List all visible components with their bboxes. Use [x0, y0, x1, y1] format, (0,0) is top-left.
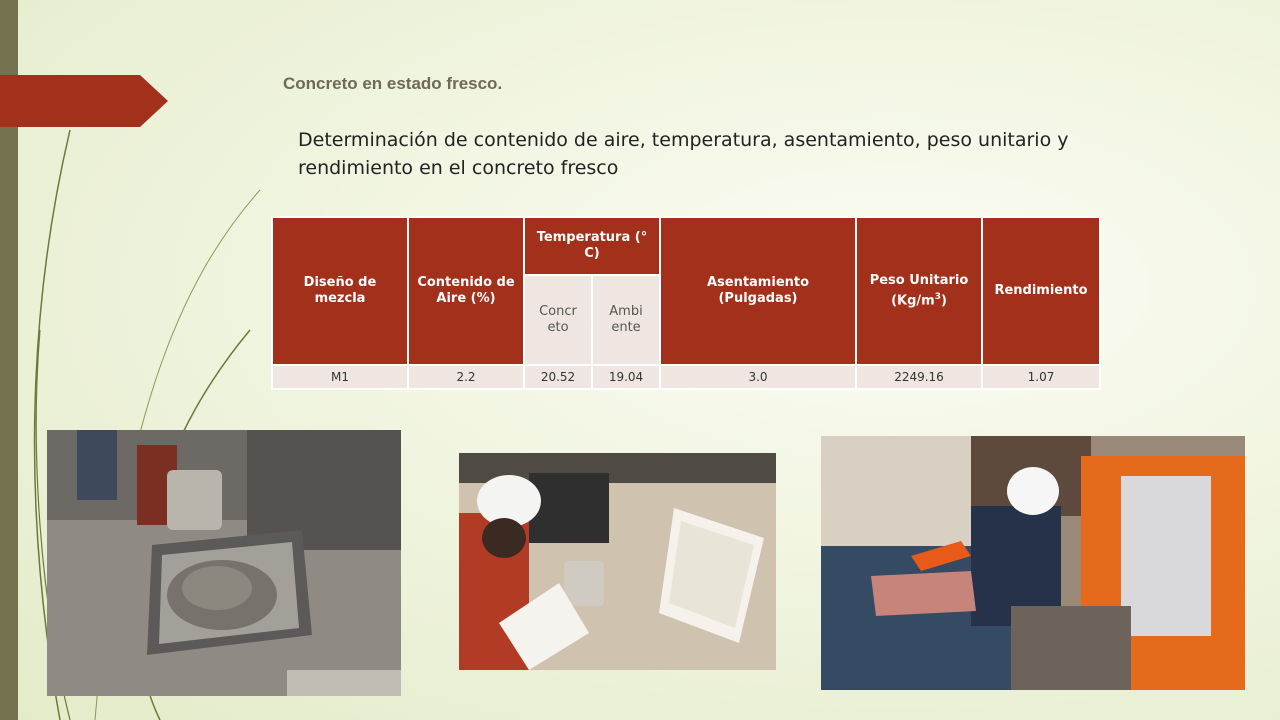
header-temperatura: Temperatura (° C) [524, 217, 660, 275]
table-row [272, 365, 1100, 389]
cell-rendimiento: 1.07 [982, 365, 1100, 389]
header-temp-ambiente: Ambi ente [592, 275, 660, 365]
results-table [271, 216, 1101, 390]
cell-peso-unitario: 2249.16 [856, 365, 982, 389]
header-peso-unitario [856, 217, 982, 365]
slide-title: Determinación de contenido de aire, temperatura, asentamiento, peso unitario y rendimiento en el concreto fresco [298, 129, 1069, 179]
cell-asentamiento: 3.0 [660, 365, 856, 389]
header-peso-unitario-end: ) [940, 293, 947, 309]
photo-technician-writing [459, 453, 776, 670]
cell-aire: 2.2 [408, 365, 524, 389]
header-peso-unitario-sup: 3 [934, 291, 941, 302]
title-banner-arrow [0, 75, 168, 127]
cell-diseno: M1 [272, 365, 408, 389]
photo-workers-testing [821, 436, 1245, 690]
header-peso-unitario-text: Peso Unitario (Kg/m [869, 272, 969, 309]
header-rendimiento: Rendimiento [982, 217, 1100, 365]
header-asentamiento: Asentamiento (Pulgadas) [660, 217, 856, 365]
cell-temp-ambiente: 19.04 [592, 365, 660, 389]
header-aire: Contenido de Aire (%) [408, 217, 524, 365]
slide-subtitle: Concreto en estado fresco. [283, 74, 503, 93]
header-diseno: Diseño de mezcla [272, 217, 408, 365]
cell-temp-concreto: 20.52 [524, 365, 592, 389]
header-temp-concreto: Concr eto [524, 275, 592, 365]
photo-concrete-tray [47, 430, 401, 696]
